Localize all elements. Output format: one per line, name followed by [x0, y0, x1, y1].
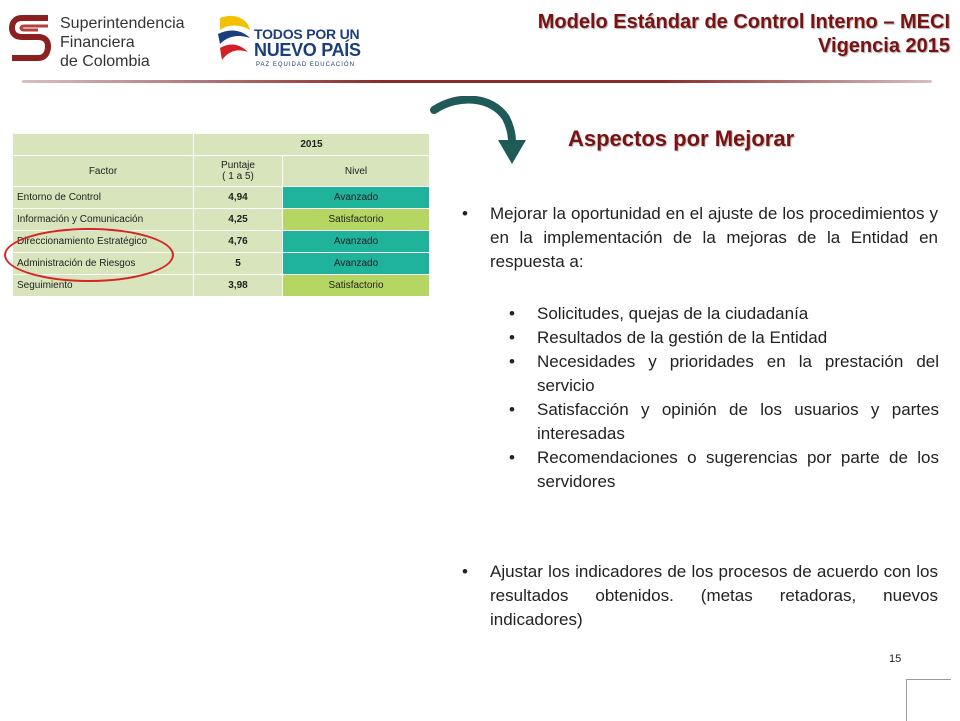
todos-por-un-nuevo-pais-logo [214, 10, 361, 70]
table-header-score [194, 156, 283, 187]
corner-decoration [906, 679, 951, 721]
sub-bullet-text: Resultados de la gestión de la Entidad [537, 328, 828, 347]
table-header-empty [13, 134, 194, 156]
bullet-dot: • [509, 448, 515, 467]
level-cell: Avanzado [283, 187, 430, 209]
level-cell: Satisfactorio [283, 275, 430, 297]
bullet-dot: • [509, 328, 515, 347]
table-row [13, 209, 430, 231]
sub-bullet-text: Satisfacción y opinión de los usuarios y partes interesadas [537, 400, 939, 443]
bullet-dot: • [509, 400, 515, 419]
table-header-year: 2015 [194, 134, 430, 156]
factor-cell: Administración de Riesgos [13, 253, 194, 275]
score-cell: 3,98 [194, 275, 283, 297]
factor-cell: Direccionamiento Estratégico [13, 231, 194, 253]
logo-line2: NUEVO PAÍS [254, 40, 361, 60]
header-divider [22, 80, 932, 83]
section-title: Aspectos por Mejorar [568, 126, 795, 151]
score-cell: 4,94 [194, 187, 283, 209]
logo-line1: TODOS POR UN [254, 26, 360, 42]
title-line1: Modelo Estándar de Control Interno – MECI [537, 11, 950, 33]
sub-bullet-item [509, 398, 939, 446]
table-row [13, 187, 430, 209]
level-cell: Satisfactorio [283, 209, 430, 231]
superintendencia-logo [8, 12, 185, 70]
title-line2: Vigencia 2015 [818, 35, 950, 57]
score-cell: 4,25 [194, 209, 283, 231]
bullet-dot: • [509, 352, 515, 371]
curved-arrow-icon [428, 96, 528, 168]
bullet-dot: • [462, 204, 468, 223]
sub-bullet-text: Solicitudes, quejas de la ciudadanía [537, 304, 809, 323]
level-cell: Avanzado [283, 253, 430, 275]
score-header-line2: ( 1 a 5) [222, 171, 254, 182]
factor-cell: Entorno de Control [13, 187, 194, 209]
score-cell: 5 [194, 253, 283, 275]
sub-bullet-list [509, 302, 939, 494]
bullet-item [462, 202, 938, 274]
sub-bullet-text: Necesidades y prioridades en la prestación del servicio [537, 352, 939, 395]
factor-cell: Seguimiento [13, 275, 194, 297]
sub-bullet-item [509, 302, 939, 326]
logo-line3: PAZ EQUIDAD EDUCACIÓN [256, 62, 355, 68]
page-number: 15 [889, 653, 902, 665]
table-header-year-row [13, 134, 430, 156]
bullet-item [462, 560, 938, 632]
table-header-row [13, 156, 430, 187]
bullet-dot: • [462, 562, 468, 581]
sub-bullet-text: Recomendaciones o sugerencias por parte de los servidores [537, 448, 939, 491]
sub-bullet-item [509, 326, 939, 350]
bullet-dot: • [509, 304, 515, 323]
sub-bullet-item [509, 350, 939, 398]
highlight-ellipse [4, 228, 174, 282]
superintendencia-emblem-icon [8, 14, 52, 64]
superintendencia-name: Superintendencia Financiera de Colombia [60, 15, 185, 70]
bullet-text: Mejorar la oportunidad en el ajuste de los procedimientos y en la implementación de la mejoras de la Entidad en respuesta a: [490, 204, 938, 271]
colombia-flag-swoosh-icon [214, 10, 258, 70]
table-header-factor: Factor [13, 156, 194, 187]
sub-bullet-item [509, 446, 939, 494]
level-cell: Avanzado [283, 231, 430, 253]
factor-cell: Información y Comunicación [13, 209, 194, 231]
score-cell: 4,76 [194, 231, 283, 253]
bullet-text: Ajustar los indicadores de los procesos de acuerdo con los resultados obtenidos. (metas retadoras, nuevos indicadores) [490, 562, 938, 629]
page-title [538, 10, 950, 58]
score-header-line1: Puntaje [221, 160, 255, 171]
table-header-level: Nivel [283, 156, 430, 187]
